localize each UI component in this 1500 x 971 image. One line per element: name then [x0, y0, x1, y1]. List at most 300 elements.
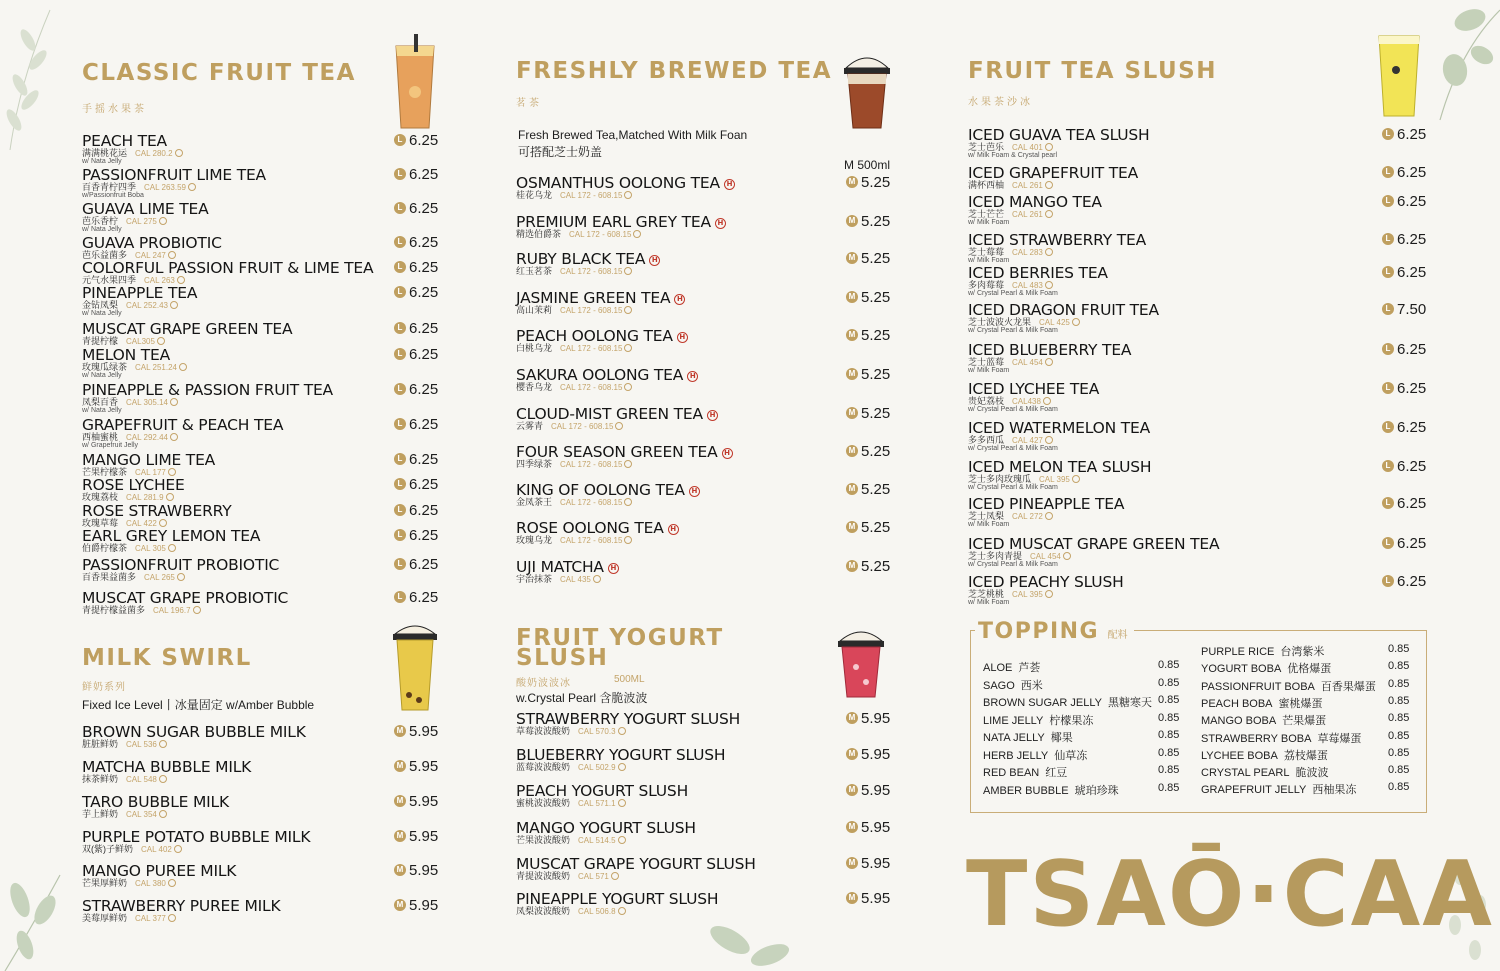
item-calories: CAL 380 — [135, 879, 166, 888]
diet-icon — [170, 398, 178, 406]
item-cn-name: 芝士芭乐 CAL 401 — [968, 142, 1053, 153]
item-price: 6.25 — [409, 416, 439, 433]
menu-item — [968, 194, 1430, 224]
size-badge-icon: L — [394, 202, 406, 214]
topping-price: 0.85 — [1158, 694, 1180, 706]
diet-icon — [618, 763, 626, 771]
menu-item — [516, 891, 892, 921]
item-price: 5.95 — [861, 746, 891, 763]
item-calories: CAL 483 — [1012, 281, 1043, 290]
item-price: 6.25 — [1397, 380, 1427, 397]
size-badge-icon: L — [1382, 233, 1394, 245]
topping-price: 0.85 — [1158, 746, 1180, 759]
size-badge-icon: M — [846, 560, 858, 572]
diet-icon — [618, 836, 626, 844]
size-badge-icon: M — [846, 252, 858, 264]
fruit-yogurt-slush-title-line1: FRUIT YOGURT — [516, 625, 724, 651]
topping-price: 0.85 — [1388, 660, 1410, 673]
item-name: JASMINE GREEN TEA H — [516, 290, 685, 306]
item-name: RUBY BLACK TEA H — [516, 251, 660, 267]
item-price: 5.25 — [861, 481, 891, 498]
item-calories: CAL 172 - 608.15 — [560, 306, 623, 315]
size-badge-icon: L — [394, 591, 406, 603]
menu-item — [82, 590, 442, 620]
item-name: ICED PEACHY SLUSH — [968, 573, 1124, 591]
size-badge-icon: M — [846, 748, 858, 760]
topping-cn-name: 芒果爆蛋 — [1282, 715, 1327, 728]
leaf-decoration-top-right — [1420, 0, 1500, 130]
topping-item — [983, 782, 1198, 796]
item-calories: CAL 506.8 — [578, 907, 616, 916]
milk-swirl-subtitle: 鲜奶系列 — [82, 682, 126, 693]
item-cn-name: 红玉茗茶 CAL 172 - 608.15 — [516, 266, 632, 277]
item-price: 7.50 — [1397, 301, 1427, 318]
item-addon-note: w/ Nata Jelly — [82, 310, 122, 317]
item-cn-name: 金钻凤梨 CAL 252.43 — [82, 300, 178, 311]
topping-cn-name: 蜜桃爆蛋 — [1278, 697, 1323, 710]
item-name: STRAWBERRY YOGURT SLUSH — [516, 710, 741, 728]
diet-icon — [1072, 475, 1080, 483]
item-calories: CAL 571.1 — [578, 799, 616, 808]
hot-badge-icon: H — [668, 524, 679, 535]
topping-cn-name: 柠檬果冻 — [1049, 714, 1094, 727]
size-badge-icon: L — [394, 478, 406, 490]
size-badge-icon: L — [394, 261, 406, 273]
item-name: MANGO LIME TEA — [82, 451, 216, 469]
topping-name: PASSIONFRUIT BOBA — [1201, 680, 1315, 693]
menu-item — [968, 496, 1430, 526]
diet-icon — [168, 468, 176, 476]
diet-icon — [624, 498, 632, 506]
diet-icon — [618, 799, 626, 807]
size-badge-icon: L — [1382, 421, 1394, 433]
item-price: 6.25 — [409, 132, 439, 149]
item-price: 5.95 — [409, 862, 439, 879]
item-price: 6.25 — [409, 556, 439, 573]
topping-header — [975, 619, 1134, 644]
topping-item — [1201, 678, 1428, 692]
item-calories: CAL 172 - 608.15 — [560, 344, 623, 353]
item-addon-note: w/Passionfruit Boba — [82, 192, 144, 199]
item-cn-name: 西柚蜜桃 CAL 292.44 — [82, 432, 178, 443]
topping-price: 0.85 — [1388, 694, 1410, 707]
topping-name: PEACH BOBA — [1201, 697, 1273, 710]
topping-price: 0.85 — [1388, 746, 1410, 759]
size-badge-icon: L — [394, 529, 406, 541]
item-cn-name: 芒果波波酸奶 CAL 514.5 — [516, 835, 626, 846]
size-badge-icon: L — [1382, 497, 1394, 509]
milk-tea-cup-icon — [391, 620, 439, 712]
item-price: 6.25 — [409, 502, 439, 519]
size-badge-icon: M — [846, 857, 858, 869]
item-cn-name: 芝士多肉青提 CAL 454 — [968, 551, 1071, 562]
item-price: 6.25 — [1397, 193, 1427, 210]
menu-item — [516, 444, 892, 474]
size-badge-icon: L — [1382, 266, 1394, 278]
item-addon-note: w/ Milk Foam — [968, 599, 1010, 606]
topping-item — [983, 677, 1198, 691]
fruit-yogurt-slush-note: w.Crystal Pearl 含脆波波 — [516, 691, 648, 705]
item-cn-name: 桂花乌龙 CAL 172 - 608.15 — [516, 190, 632, 201]
size-badge-icon: L — [1382, 537, 1394, 549]
item-cn-name: 芒果厚鲜奶 CAL 380 — [82, 878, 176, 889]
yogurt-slush-cup-icon — [836, 627, 886, 699]
item-name: BLUEBERRY YOGURT SLUSH — [516, 746, 726, 764]
item-price: 6.25 — [1397, 573, 1427, 590]
topping-cn-name: 琥珀珍珠 — [1074, 784, 1119, 797]
item-name: PEACH YOGURT SLUSH — [516, 782, 689, 800]
item-price: 6.25 — [1397, 164, 1427, 181]
menu-item — [516, 406, 892, 436]
size-badge-icon: M — [394, 899, 406, 911]
leaf-decoration-top-left — [0, 0, 70, 150]
item-cn-name: 芝士凤梨 CAL 272 — [968, 511, 1053, 522]
item-calories: CAL 502.9 — [578, 763, 616, 772]
item-cn-name: 凤梨波波酸奶 CAL 506.8 — [516, 906, 626, 917]
menu-item — [82, 201, 442, 231]
menu-item — [516, 783, 892, 813]
freshly-brewed-size-note: M 500ml — [844, 158, 891, 172]
item-cn-name: 青提波波酸奶 CAL 571 — [516, 871, 619, 882]
item-price: 5.25 — [861, 405, 891, 422]
item-calories: CAL 427 — [1012, 436, 1043, 445]
menu-item — [968, 165, 1430, 195]
item-calories: CAL 196.7 — [153, 606, 191, 615]
item-calories: CAL 305 — [135, 544, 166, 553]
diet-icon — [179, 363, 187, 371]
size-badge-icon: M — [846, 368, 858, 380]
item-cn-name: 元气水果四季 CAL 263 — [82, 275, 185, 286]
item-cn-name: 精选伯爵茶 CAL 172 - 608.15 — [516, 229, 641, 240]
item-name: ICED MANGO TEA — [968, 193, 1102, 211]
diet-icon — [1045, 436, 1053, 444]
item-name: PINEAPPLE YOGURT SLUSH — [516, 890, 719, 908]
item-cn-name: 芋上鲜奶 CAL 354 — [82, 809, 167, 820]
topping-name: GRAPEFRUIT JELLY — [1201, 784, 1307, 797]
topping-cn-name: 脆波波 — [1295, 767, 1329, 780]
diet-icon — [618, 727, 626, 735]
menu-item — [968, 232, 1430, 262]
menu-item — [968, 459, 1430, 489]
diet-icon — [193, 606, 201, 614]
item-name: TARO BUBBLE MILK — [82, 793, 229, 811]
topping-price: 0.85 — [1158, 711, 1180, 724]
diet-icon — [618, 907, 626, 915]
item-name: ICED PINEAPPLE TEA — [968, 495, 1125, 513]
item-calories: CAL 261 — [1012, 210, 1043, 219]
diet-icon — [624, 460, 632, 468]
menu-item — [516, 251, 892, 281]
topping-item — [1201, 730, 1428, 744]
size-badge-icon: M — [846, 892, 858, 904]
diet-icon — [157, 337, 165, 345]
hot-badge-icon: H — [649, 255, 660, 266]
menu-item — [516, 747, 892, 777]
item-addon-note: w/ Crystal Pearl & Milk Foam — [968, 327, 1058, 334]
classic-fruit-tea-subtitle: 手摇水果茶 — [82, 104, 147, 115]
item-cn-name: 伯爵柠檬茶 CAL 305 — [82, 543, 176, 554]
item-name: MUSCAT GRAPE PROBIOTIC — [82, 589, 289, 607]
size-badge-icon: M — [846, 784, 858, 796]
menu-item — [82, 724, 442, 754]
item-price: 6.25 — [409, 589, 439, 606]
item-calories: CAL 172 - 608.15 — [551, 422, 614, 431]
item-calories: CAL 354 — [126, 810, 157, 819]
item-calories: CAL 172 - 608.15 — [560, 536, 623, 545]
diet-icon — [1045, 358, 1053, 366]
menu-item — [968, 265, 1430, 295]
topping-name: PURPLE RICE — [1201, 646, 1275, 658]
menu-item — [968, 381, 1430, 411]
menu-item — [82, 528, 442, 558]
item-calories: CAL 305.14 — [126, 398, 168, 407]
hot-badge-icon: H — [674, 294, 685, 305]
item-price: 6.25 — [1397, 231, 1427, 248]
item-price: 6.25 — [409, 320, 439, 337]
item-calories: CAL 172 - 608.15 — [560, 383, 623, 392]
item-calories: CAL 252.43 — [126, 301, 168, 310]
item-cn-name: 芭乐益菌多 CAL 247 — [82, 250, 176, 261]
topping-price: 0.85 — [1388, 729, 1410, 742]
size-badge-icon: M — [846, 176, 858, 188]
item-price: 5.25 — [861, 519, 891, 536]
fruit-tea-slush-title: FRUIT TEA SLUSH — [968, 58, 1217, 84]
fruit-yogurt-slush-title-line2: SLUSH — [516, 645, 609, 671]
hot-badge-icon: H — [724, 179, 735, 190]
menu-item — [82, 133, 442, 163]
item-addon-note: w/ Crystal Pearl & Milk Foam — [968, 445, 1058, 452]
topping-item — [1201, 747, 1428, 761]
item-calories: CAL 172 - 608.15 — [560, 267, 623, 276]
diet-icon — [624, 306, 632, 314]
item-price: 5.95 — [861, 855, 891, 872]
menu-item — [82, 794, 442, 824]
item-calories: CAL 247 — [135, 251, 166, 260]
diet-icon — [1063, 552, 1071, 560]
item-cn-name: 抹茶鲜奶 CAL 548 — [82, 774, 167, 785]
item-cn-name: 美莓厚鲜奶 CAL 377 — [82, 913, 176, 924]
menu-item — [516, 214, 892, 244]
item-price: 6.25 — [409, 166, 439, 183]
item-price: 5.95 — [861, 819, 891, 836]
item-name: PURPLE POTATO BUBBLE MILK — [82, 828, 311, 846]
item-calories: CAL 272 — [1012, 512, 1043, 521]
item-price: 5.25 — [861, 443, 891, 460]
item-name: STRAWBERRY PUREE MILK — [82, 897, 281, 915]
diet-icon — [170, 301, 178, 309]
item-addon-note: w/ Nata Jelly — [82, 158, 122, 165]
fruit-yogurt-slush-size-note: 500ML — [614, 674, 645, 685]
item-name: KING OF OOLONG TEA H — [516, 482, 700, 498]
freshly-brewed-tea-title: FRESHLY BREWED TEA — [516, 58, 833, 84]
item-name: PINEAPPLE & PASSION FRUIT TEA — [82, 381, 333, 399]
menu-item — [82, 417, 442, 447]
item-cn-name: 贵妃荔枝 CAL438 — [968, 396, 1051, 407]
item-price: 6.25 — [409, 234, 439, 251]
item-calories: CAL 177 — [135, 468, 166, 477]
topping-item — [983, 764, 1198, 778]
item-name: MELON TEA — [82, 346, 171, 364]
item-addon-note: w/ Nata Jelly — [82, 226, 122, 233]
size-badge-icon: L — [394, 558, 406, 570]
item-name: PREMIUM EARL GREY TEA H — [516, 214, 726, 230]
item-cn-name: 芝士芒芒 CAL 261 — [968, 209, 1053, 220]
topping-cn-name: 百香果爆蛋 — [1320, 680, 1376, 693]
item-price: 5.95 — [409, 828, 439, 845]
item-cn-name: 芝士蓝莓 CAL 454 — [968, 357, 1053, 368]
topping-cn-name: 黑糖寒天 — [1108, 697, 1152, 709]
item-price: 6.25 — [1397, 535, 1427, 552]
size-badge-icon: L — [1382, 166, 1394, 178]
diet-icon — [624, 344, 632, 352]
topping-price: 0.85 — [1388, 677, 1410, 690]
size-badge-icon: M — [394, 864, 406, 876]
item-price: 6.25 — [409, 259, 439, 276]
item-addon-note: w/ Nata Jelly — [82, 407, 122, 414]
menu-item — [516, 328, 892, 358]
item-cn-name: 芝士莓莓 CAL 283 — [968, 247, 1053, 258]
diet-icon — [159, 740, 167, 748]
item-cn-name: 百香果益菌多 CAL 265 — [82, 572, 185, 583]
diet-icon — [159, 217, 167, 225]
item-cn-name: 樱香乌龙 CAL 172 - 608.15 — [516, 382, 632, 393]
item-calories: CAL 422 — [126, 519, 157, 528]
diet-icon — [168, 914, 176, 922]
item-calories: CAL 292.44 — [126, 433, 168, 442]
item-price: 6.25 — [409, 284, 439, 301]
item-calories: CAL 280.2 — [135, 149, 173, 158]
leaf-decoration-bottom-left — [0, 870, 80, 971]
item-name: MANGO PUREE MILK — [82, 862, 237, 880]
topping-price: 0.85 — [1388, 781, 1410, 794]
item-name: FOUR SEASON GREEN TEA H — [516, 444, 733, 460]
item-calories: CAL 395 — [1012, 590, 1043, 599]
diet-icon — [166, 493, 174, 501]
item-calories: CAL 514.5 — [578, 836, 616, 845]
item-calories: CAL 283 — [1012, 248, 1043, 257]
column-middle — [516, 0, 892, 971]
item-price: 6.25 — [409, 346, 439, 363]
item-addon-note: w/ Crystal Pearl & Milk Foam — [968, 290, 1058, 297]
item-name: ICED MUSCAT GRAPE GREEN TEA — [968, 535, 1220, 553]
menu-item — [968, 536, 1430, 566]
item-calories: CAL 172 - 608.15 — [560, 460, 623, 469]
menu-item — [516, 820, 892, 850]
menu-item — [82, 898, 442, 928]
diet-icon — [159, 519, 167, 527]
item-cn-name: 玫瑰草莓 CAL 422 — [82, 518, 167, 529]
size-badge-icon: L — [394, 418, 406, 430]
item-addon-note: w/ Milk Foam — [968, 521, 1010, 528]
menu-item — [82, 557, 442, 587]
item-addon-note: w/ Crystal Pearl & Milk Foam — [968, 561, 1058, 568]
item-calories: CAL 261 — [1012, 181, 1043, 190]
item-name: OSMANTHUS OOLONG TEA H — [516, 175, 735, 191]
menu-item — [82, 829, 442, 859]
size-badge-icon: L — [1382, 343, 1394, 355]
item-addon-note: w/ Crystal Pearl & Milk Foam — [968, 406, 1058, 413]
diet-icon — [168, 544, 176, 552]
topping-cn-name: 西柚果冻 — [1312, 784, 1357, 797]
topping-price: 0.85 — [1158, 781, 1180, 794]
menu-item — [968, 342, 1430, 372]
item-name: GRAPEFRUIT & PEACH TEA — [82, 416, 284, 434]
topping-cn-name: 台湾紫米 — [1280, 646, 1325, 658]
item-price: 6.25 — [1397, 341, 1427, 358]
size-badge-icon: M — [846, 215, 858, 227]
diet-icon — [159, 775, 167, 783]
menu-item — [82, 863, 442, 893]
size-badge-icon: M — [846, 445, 858, 457]
item-name: ICED BERRIES TEA — [968, 264, 1108, 282]
size-badge-icon: M — [394, 795, 406, 807]
column-right — [968, 0, 1430, 620]
freshly-brewed-note-en: Fresh Brewed Tea,Matched With Milk Foan — [518, 128, 748, 142]
item-calories: CAL 265 — [144, 573, 175, 582]
diet-icon — [188, 183, 196, 191]
item-price: 5.95 — [861, 782, 891, 799]
size-badge-icon: L — [394, 134, 406, 146]
size-badge-icon: L — [394, 383, 406, 395]
topping-price: 0.85 — [1158, 764, 1180, 776]
item-cn-name: 宇治抹茶 CAL 435 — [516, 574, 601, 585]
item-name: GUAVA LIME TEA — [82, 200, 209, 218]
size-badge-icon: L — [394, 286, 406, 298]
size-badge-icon: L — [1382, 195, 1394, 207]
item-name: ICED GUAVA TEA SLUSH — [968, 126, 1150, 144]
diet-icon — [159, 810, 167, 818]
diet-icon — [633, 230, 641, 238]
topping-name: RED BEAN — [983, 767, 1040, 779]
diet-icon — [1045, 248, 1053, 256]
item-price: 5.25 — [861, 366, 891, 383]
item-addon-note: w/ Milk Foam — [968, 367, 1010, 374]
size-badge-icon: M — [846, 821, 858, 833]
topping-item — [983, 747, 1198, 761]
size-badge-icon: L — [394, 348, 406, 360]
item-cn-name: 白桃乌龙 CAL 172 - 608.15 — [516, 343, 632, 354]
item-name: ICED BLUEBERRY TEA — [968, 341, 1132, 359]
item-price: 6.25 — [1397, 419, 1427, 436]
item-calories: CAL 425 — [1039, 318, 1070, 327]
item-name: ICED WATERMELON TEA — [968, 419, 1150, 437]
item-cn-name: 芝芝桃桃 CAL 395 — [968, 589, 1053, 600]
topping-price: 0.85 — [1388, 643, 1410, 655]
item-cn-name: 玫瑰瓜绿茶 CAL 251.24 — [82, 362, 187, 373]
item-price: 6.25 — [1397, 264, 1427, 281]
size-badge-icon: L — [1382, 303, 1394, 315]
size-badge-icon: M — [394, 725, 406, 737]
size-badge-icon: M — [394, 830, 406, 842]
hot-badge-icon: H — [687, 371, 698, 382]
size-badge-icon: L — [1382, 460, 1394, 472]
topping-price: 0.85 — [1158, 659, 1180, 671]
topping-item — [983, 659, 1198, 673]
topping-item — [1201, 695, 1428, 709]
item-name: GUAVA PROBIOTIC — [82, 234, 222, 252]
item-calories: CAL 454 — [1012, 358, 1043, 367]
item-cn-name: 芒果柠檬茶 CAL 177 — [82, 467, 176, 478]
topping-title: TOPPING — [978, 619, 1100, 644]
item-cn-name: 满杯西柚 CAL 261 — [968, 180, 1053, 191]
item-calories: CAL 172 - 608.15 — [560, 498, 623, 507]
size-badge-icon: M — [846, 483, 858, 495]
menu-item — [82, 285, 442, 315]
size-badge-icon: L — [394, 322, 406, 334]
item-addon-note: w/ Grapefruit Jelly — [82, 442, 139, 449]
size-badge-icon: L — [1382, 128, 1394, 140]
item-calories: CAL 251.24 — [135, 363, 177, 372]
